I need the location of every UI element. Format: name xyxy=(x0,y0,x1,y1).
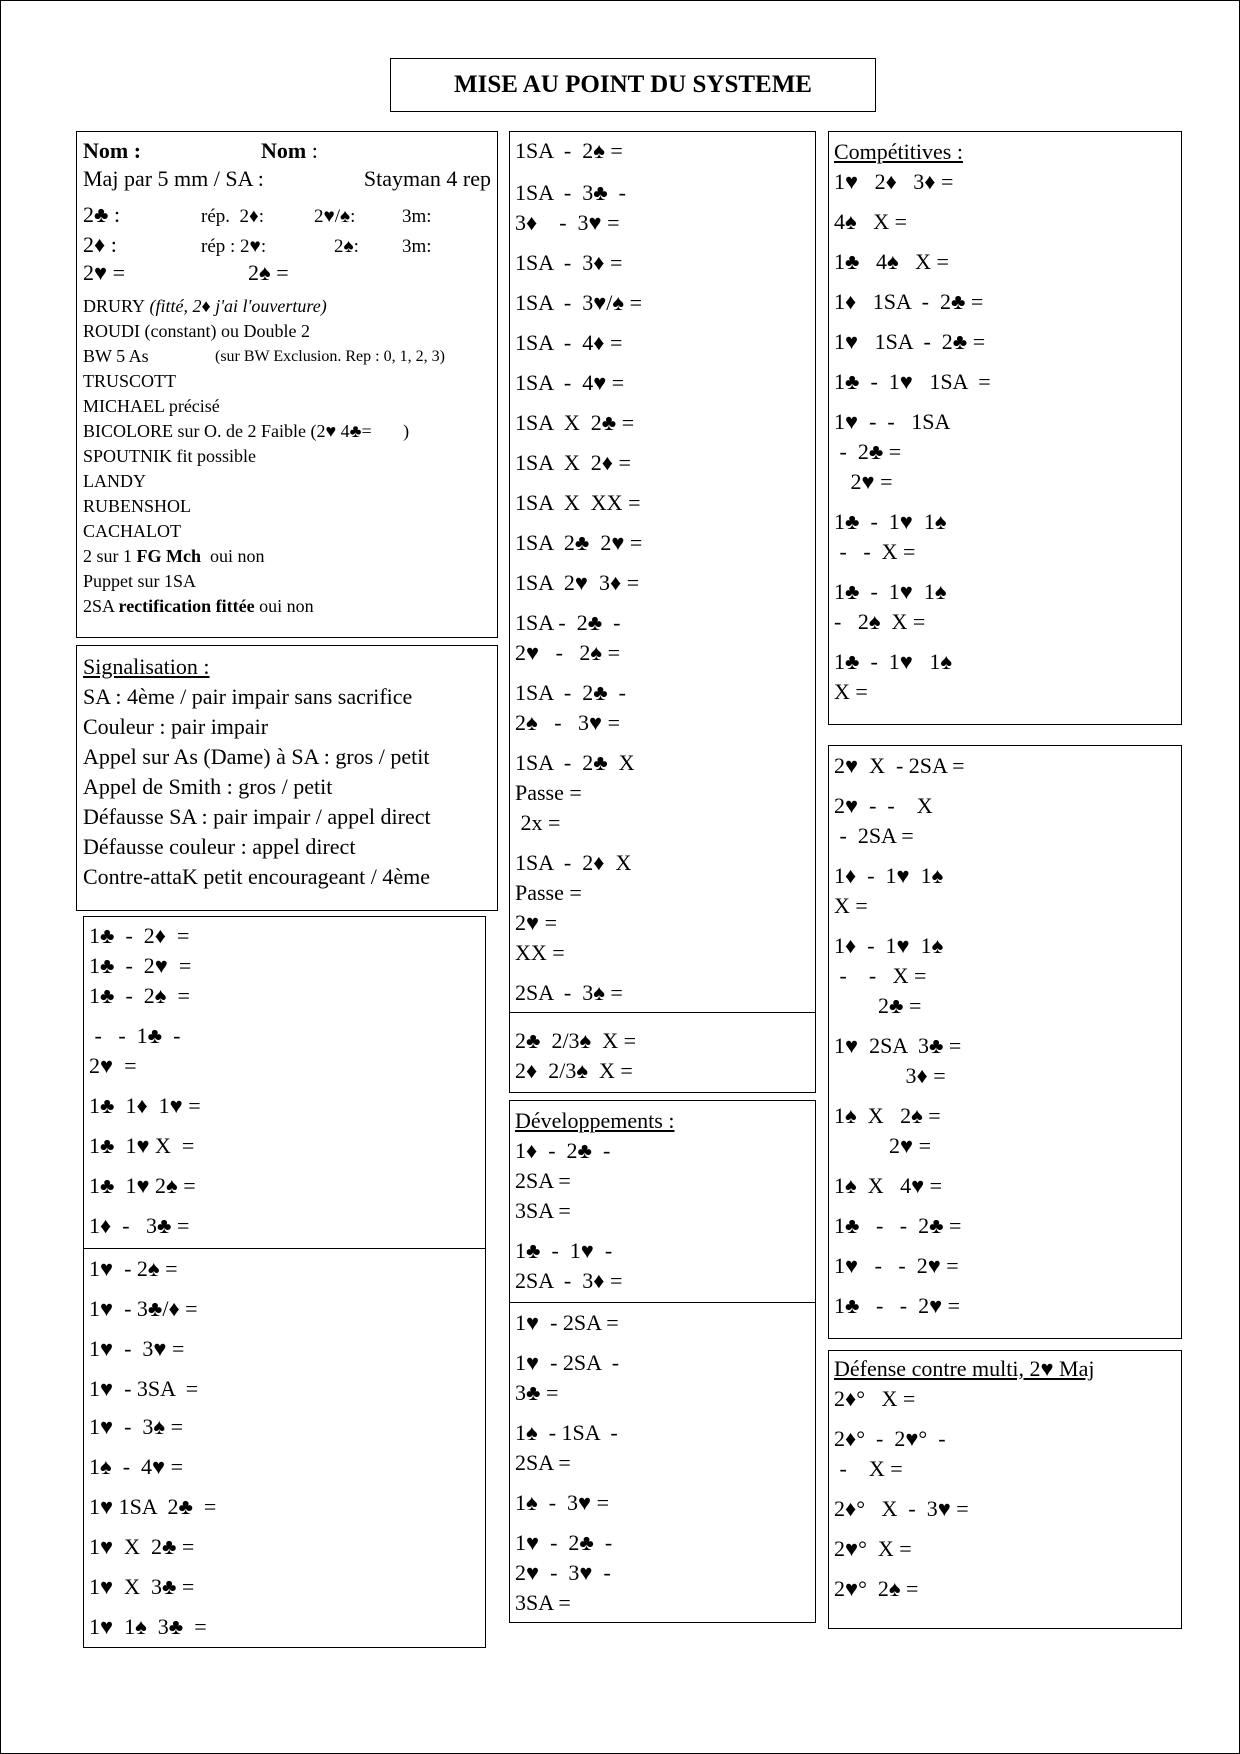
bid-line: - X = xyxy=(834,1456,903,1481)
bid-line: 3SA = xyxy=(515,1590,571,1615)
rubenshol-line: RUBENSHOL xyxy=(83,496,192,516)
two-diamonds-rep-3: 3m: xyxy=(402,236,432,257)
two-majors-row xyxy=(83,260,491,294)
two-diamonds-row xyxy=(83,232,491,260)
bid-line: 1♥ 1♠ 3♣ = xyxy=(89,1614,207,1639)
developpements-divider xyxy=(509,1302,816,1303)
bid-line: 1♣ - 1♥ 1♠ xyxy=(834,509,947,534)
bid-line: 1♦ - 3♣ = xyxy=(89,1213,190,1238)
bid-line: - - X = xyxy=(834,539,916,564)
bid-line: 1SA X XX = xyxy=(515,490,641,515)
bid-line: 2♥ X - 2SA = xyxy=(834,753,965,778)
bid-line: 3SA = xyxy=(515,1198,571,1223)
bid-line: 2♦ 2/3♠ X = xyxy=(515,1058,633,1083)
name-label-1: Nom : xyxy=(83,138,142,163)
bid-line: 1♠ X 4♥ = xyxy=(834,1173,943,1198)
two-clubs-label: 2♣ : xyxy=(83,202,121,227)
cachalot-line: CACHALOT xyxy=(83,521,181,541)
bid-line: 1♥ 1SA 2♣ = xyxy=(89,1494,217,1519)
bid-line: 2♥ - 2♠ = xyxy=(515,640,620,665)
maj-label: Maj par 5 mm / SA : xyxy=(83,166,264,191)
bid-line: 1♥ - 3♥ = xyxy=(89,1336,185,1361)
competitives-heading: Compétitives : xyxy=(834,139,963,164)
bid-line: 1SA - 2♣ - xyxy=(515,610,621,635)
bid-line: 1♣ - - 2♣ = xyxy=(834,1213,962,1238)
bid-line: 1♥ - 3♣/♦ = xyxy=(89,1296,198,1321)
two-diamonds-label: 2♦ : xyxy=(83,232,117,257)
bid-line: 2♥° X = xyxy=(834,1536,912,1561)
bid-line: 1♣ - 1♥ - xyxy=(515,1238,613,1263)
two-diamonds-rep-2: 2♠: xyxy=(334,236,359,257)
bid-line: 4♠ X = xyxy=(834,209,907,234)
page-title: MISE AU POINT DU SYSTEME xyxy=(390,58,876,112)
two-spades-label: 2♠ = xyxy=(248,260,289,285)
bid-line: 1♣ 1♦ 1♥ = xyxy=(89,1093,201,1118)
bid-line: 1♠ X 2♠ = xyxy=(834,1103,941,1128)
bid-line: 2♣ = xyxy=(834,993,922,1018)
bid-line: 1SA - 4♦ = xyxy=(515,330,623,355)
clubs-divider xyxy=(83,1248,486,1249)
bid-line: 1♦ - 1♥ 1♠ xyxy=(834,933,944,958)
stayman-label: Stayman 4 rep xyxy=(363,166,491,191)
michael-line: MICHAEL précisé xyxy=(83,396,220,416)
landy-line: LANDY xyxy=(83,471,146,491)
bid-line: XX = xyxy=(515,940,565,965)
bid-line: 1♥ - 2SA - xyxy=(515,1350,620,1375)
signalisation-line: Défausse SA : pair impair / appel direct xyxy=(83,804,431,829)
bid-line: 2♦° - 2♥° - xyxy=(834,1426,946,1451)
bid-line: 2SA = xyxy=(515,1168,571,1193)
bid-line: 1♦ - 1♥ 1♠ xyxy=(834,863,944,888)
bid-line: 1♣ 4♠ X = xyxy=(834,249,949,274)
bid-line: 1♠ - 3♥ = xyxy=(515,1490,609,1515)
bid-line: 1SA - 2♣ - xyxy=(515,680,626,705)
signalisation-heading: Signalisation : xyxy=(83,654,210,679)
bid-line: 1♥ - 3SA = xyxy=(89,1376,199,1401)
bid-line: 2♣ 2/3♠ X = xyxy=(515,1028,637,1053)
bid-line: 1♣ - 2♥ = xyxy=(89,953,192,978)
bid-line: 1SA 2♥ 3♦ = xyxy=(515,570,640,595)
bid-line: 1♥ - 2SA = xyxy=(515,1310,619,1335)
names-row xyxy=(83,138,491,166)
signalisation-line: Couleur : pair impair xyxy=(83,714,269,739)
name-label-2-colon: : xyxy=(306,138,318,163)
two-over-one-line: 2 sur 1 FG Mch oui non xyxy=(83,546,265,566)
bid-line: X = xyxy=(834,893,868,918)
bid-line: 2♥ = xyxy=(834,469,893,494)
bid-line: 2♠ - 3♥ = xyxy=(515,710,620,735)
one-notrump-divider xyxy=(509,1012,816,1013)
bid-line: 1♣ - 1♥ 1♠ xyxy=(834,579,947,604)
bid-line: 1♥ - 2♣ - xyxy=(515,1530,613,1555)
bid-line: 1SA - 4♥ = xyxy=(515,370,625,395)
puppet-line: Puppet sur 1SA xyxy=(83,571,197,591)
drury-line: DRURY (fitté, 2♦ j'ai l'ouverture) xyxy=(83,296,327,316)
bid-line: 1SA - 3♥/♠ = xyxy=(515,290,643,315)
bid-line: 1SA - 3♣ - xyxy=(515,180,626,205)
developpements-heading: Développements : xyxy=(515,1108,675,1133)
truscott-line: TRUSCOTT xyxy=(83,371,177,391)
bid-line: 1♣ - - 2♥ = xyxy=(834,1293,961,1318)
bid-line: 1♥ - - 1SA xyxy=(834,409,951,434)
bid-line: 1♥ 2♦ 3♦ = xyxy=(834,169,954,194)
bid-line: 2♥ = xyxy=(89,1053,137,1078)
bid-line: 1SA X 2♣ = xyxy=(515,410,635,435)
bid-line: 3♦ = xyxy=(834,1063,946,1088)
two-clubs-row xyxy=(83,202,491,232)
bid-line: 2SA - 3♦ = xyxy=(515,1268,623,1293)
bid-line: 1♣ 1♥ X = xyxy=(89,1133,195,1158)
bid-line: 3♣ = xyxy=(515,1380,559,1405)
bid-line: 1♣ - 2♠ = xyxy=(89,983,190,1008)
bid-line: 1SA 2♣ 2♥ = xyxy=(515,530,643,555)
bid-line: 2♥° 2♠ = xyxy=(834,1576,919,1601)
bw-line: BW 5 As (sur BW Exclusion. Rep : 0, 1, 2, 3) xyxy=(83,346,445,366)
bid-line: 2SA = xyxy=(515,1450,571,1475)
bid-line: 1SA - 3♦ = xyxy=(515,250,623,275)
two-diamonds-rep-1: rép : 2♥: xyxy=(201,236,267,257)
maj-row xyxy=(83,166,491,202)
spoutnik-line: SPOUTNIK fit possible xyxy=(83,446,257,466)
bid-line: 2♥ - 3♥ - xyxy=(515,1560,611,1585)
bid-line: X = xyxy=(834,679,868,704)
bid-line: 1♠ - 1SA - xyxy=(515,1420,618,1445)
bid-line: 1SA - 2♣ X xyxy=(515,750,635,775)
two-hearts-label: 2♥ = xyxy=(83,260,125,285)
bid-line: 1SA X 2♦ = xyxy=(515,450,631,475)
bid-line: Passe = xyxy=(515,880,582,905)
bid-line: 2♦° X - 3♥ = xyxy=(834,1496,969,1521)
bid-line: - 2♠ X = xyxy=(834,609,926,634)
two-clubs-rep-2: 2♥/♠: xyxy=(314,206,356,227)
name-label-2: Nom xyxy=(261,138,307,163)
signalisation-line: Appel de Smith : gros / petit xyxy=(83,774,333,799)
bid-line: 2♥ - - X xyxy=(834,793,933,818)
roudi-line: ROUDI (constant) ou Double 2 xyxy=(83,321,310,341)
bid-line: 1♣ 1♥ 2♠ = xyxy=(89,1173,196,1198)
bid-line: 1♥ 2SA 3♣ = xyxy=(834,1033,962,1058)
two-clubs-rep-3: 3m: xyxy=(402,206,432,227)
signalisation-line: Contre-attaK petit encourageant / 4ème xyxy=(83,864,430,889)
bid-line: 1SA - 2♠ = xyxy=(515,138,623,163)
bid-line: 1♠ - 4♥ = xyxy=(89,1454,183,1479)
bid-line: 1♦ 1SA - 2♣ = xyxy=(834,289,984,314)
bid-line: 2x = xyxy=(515,810,561,835)
rectification-line: 2SA rectification fittée oui non xyxy=(83,596,314,616)
bid-line: 2♥ = xyxy=(515,910,557,935)
bid-line: 2SA - 3♠ = xyxy=(515,980,623,1005)
bid-line: 1♦ - 2♣ - xyxy=(515,1138,611,1163)
bid-line: 3♦ - 3♥ = xyxy=(515,210,620,235)
bid-line: 1♣ - 1♥ 1SA = xyxy=(834,369,991,394)
bid-line: - 2SA = xyxy=(834,823,914,848)
bid-line: 2♦° X = xyxy=(834,1386,916,1411)
bid-line: 1SA - 2♦ X xyxy=(515,850,632,875)
bid-line: 1♥ - 2♠ = xyxy=(89,1256,178,1281)
signalisation-line: Appel sur As (Dame) à SA : gros / petit xyxy=(83,744,430,769)
system-box xyxy=(76,131,498,638)
bid-line: 1♣ - 2♦ = xyxy=(89,923,190,948)
signalisation-line: Défausse couleur : appel direct xyxy=(83,834,356,859)
bid-line: - 2♣ = xyxy=(834,439,902,464)
defense-heading: Défense contre multi, 2♥ Maj xyxy=(834,1356,1095,1381)
bid-line: 1♥ - 3♠ = xyxy=(89,1414,183,1439)
bid-line: 1♥ X 3♣ = xyxy=(89,1574,195,1599)
bid-line: 1♥ X 2♣ = xyxy=(89,1534,195,1559)
bid-line: - - X = xyxy=(834,963,927,988)
two-clubs-rep-1: rép. 2♦: xyxy=(201,206,264,227)
bid-line: 1♥ - - 2♥ = xyxy=(834,1253,959,1278)
bid-line: 2♥ = xyxy=(834,1133,931,1158)
bid-line: 1♣ - 1♥ 1♠ xyxy=(834,649,953,674)
signalisation-box xyxy=(76,645,498,911)
bicolore-line: BICOLORE sur O. de 2 Faible (2♥ 4♣= ) xyxy=(83,421,410,441)
bid-line: 1♥ 1SA - 2♣ = xyxy=(834,329,986,354)
signalisation-line: SA : 4ème / pair impair sans sacrifice xyxy=(83,684,413,709)
bid-line: - - 1♣ - xyxy=(89,1023,181,1048)
bid-line: Passe = xyxy=(515,780,582,805)
